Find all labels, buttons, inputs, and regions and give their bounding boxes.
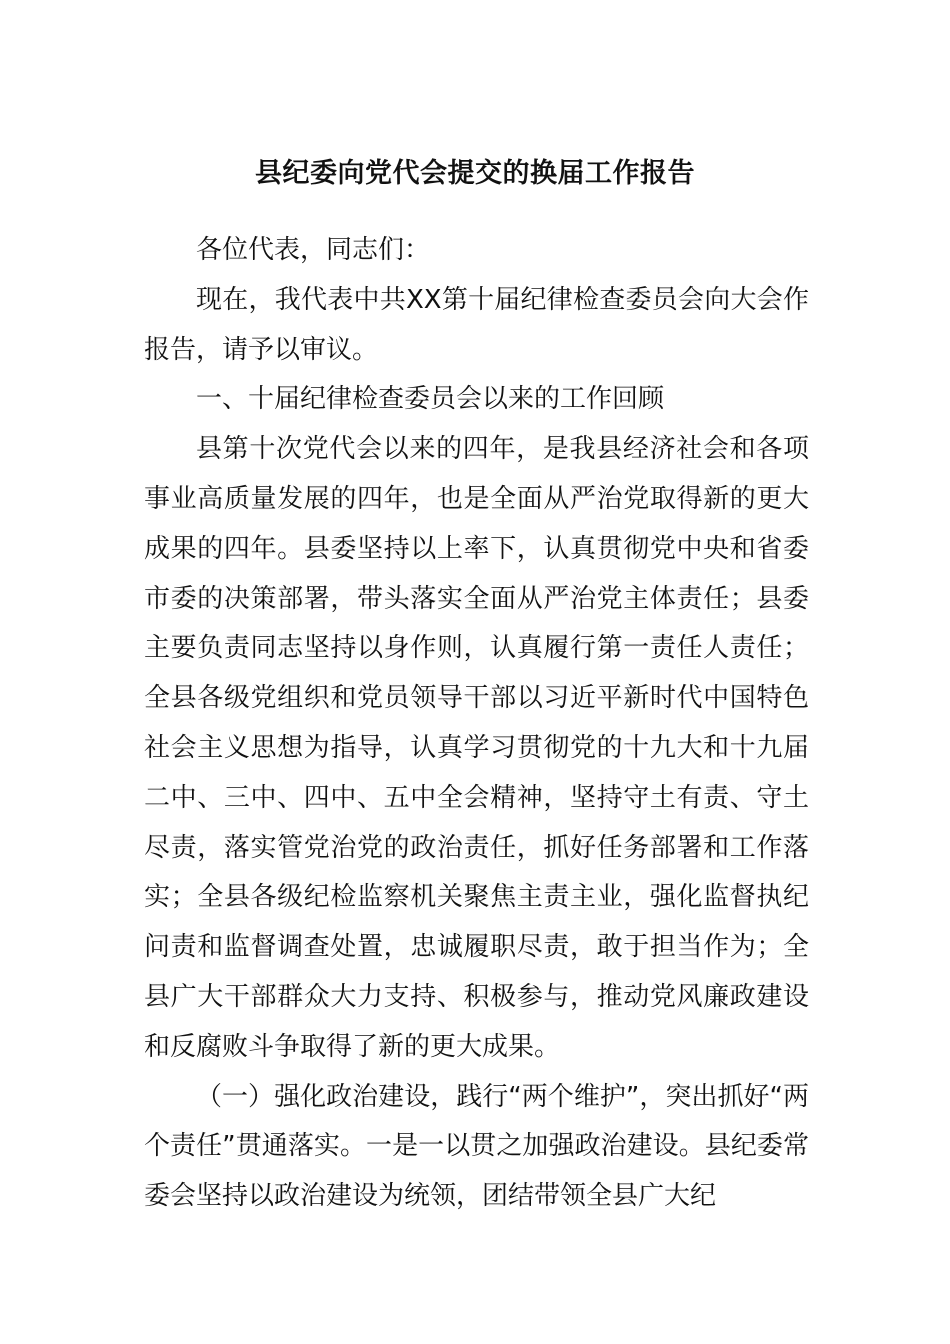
- salutation-paragraph: 各位代表，同志们：: [196, 235, 431, 265]
- document-body: [144, 226, 809, 1222]
- subsection-paragraph: （一）强化政治建设，践行“两个维护”，突出抓好“两个责任”贯通落实。一是一以贯之加强政治建设。县纪委常委会坚持以政治建设为统领，团结带领全县广大纪: [144, 1081, 809, 1212]
- review-paragraph: 县第十次党代会以来的四年，是我县经济社会和各项事业高质量发展的四年，也是全面从严治党取得新的更大成果的四年。县委坚持以上率下，认真贯彻党中央和省委市委的决策部署，带头落实全面从严治党主体责任；县委主要负责同志坚持以身作则，认真履行第一责任人责任；全县各级党组织和党员领导干部以习近平新时代中国特色社会主义思想为指导，认真学习贯彻党的十九大和十九届二中、三中、四中、五中全会精神，坚持守土有责、守土尽责，落实管党治党的政治责任，抓好任务部署和工作落实；全县各级纪检监察机关聚焦主责主业，强化监督执纪问责和监督调查处置，忠诚履职尽责，敢于担当作为；全县广大干部群众大力支持、积极参与，推动党风廉政建设和反腐败斗争取得了新的更大成果。: [144, 434, 809, 1062]
- intro-paragraph: 现在，我代表中共XX第十届纪律检查委员会向大会作报告，请予以审议。: [144, 284, 809, 365]
- section-heading-paragraph: 一、十届纪律检查委员会以来的工作回顾: [196, 384, 665, 415]
- document-title: 县纪委向党代会提交的换届工作报告: [255, 158, 695, 189]
